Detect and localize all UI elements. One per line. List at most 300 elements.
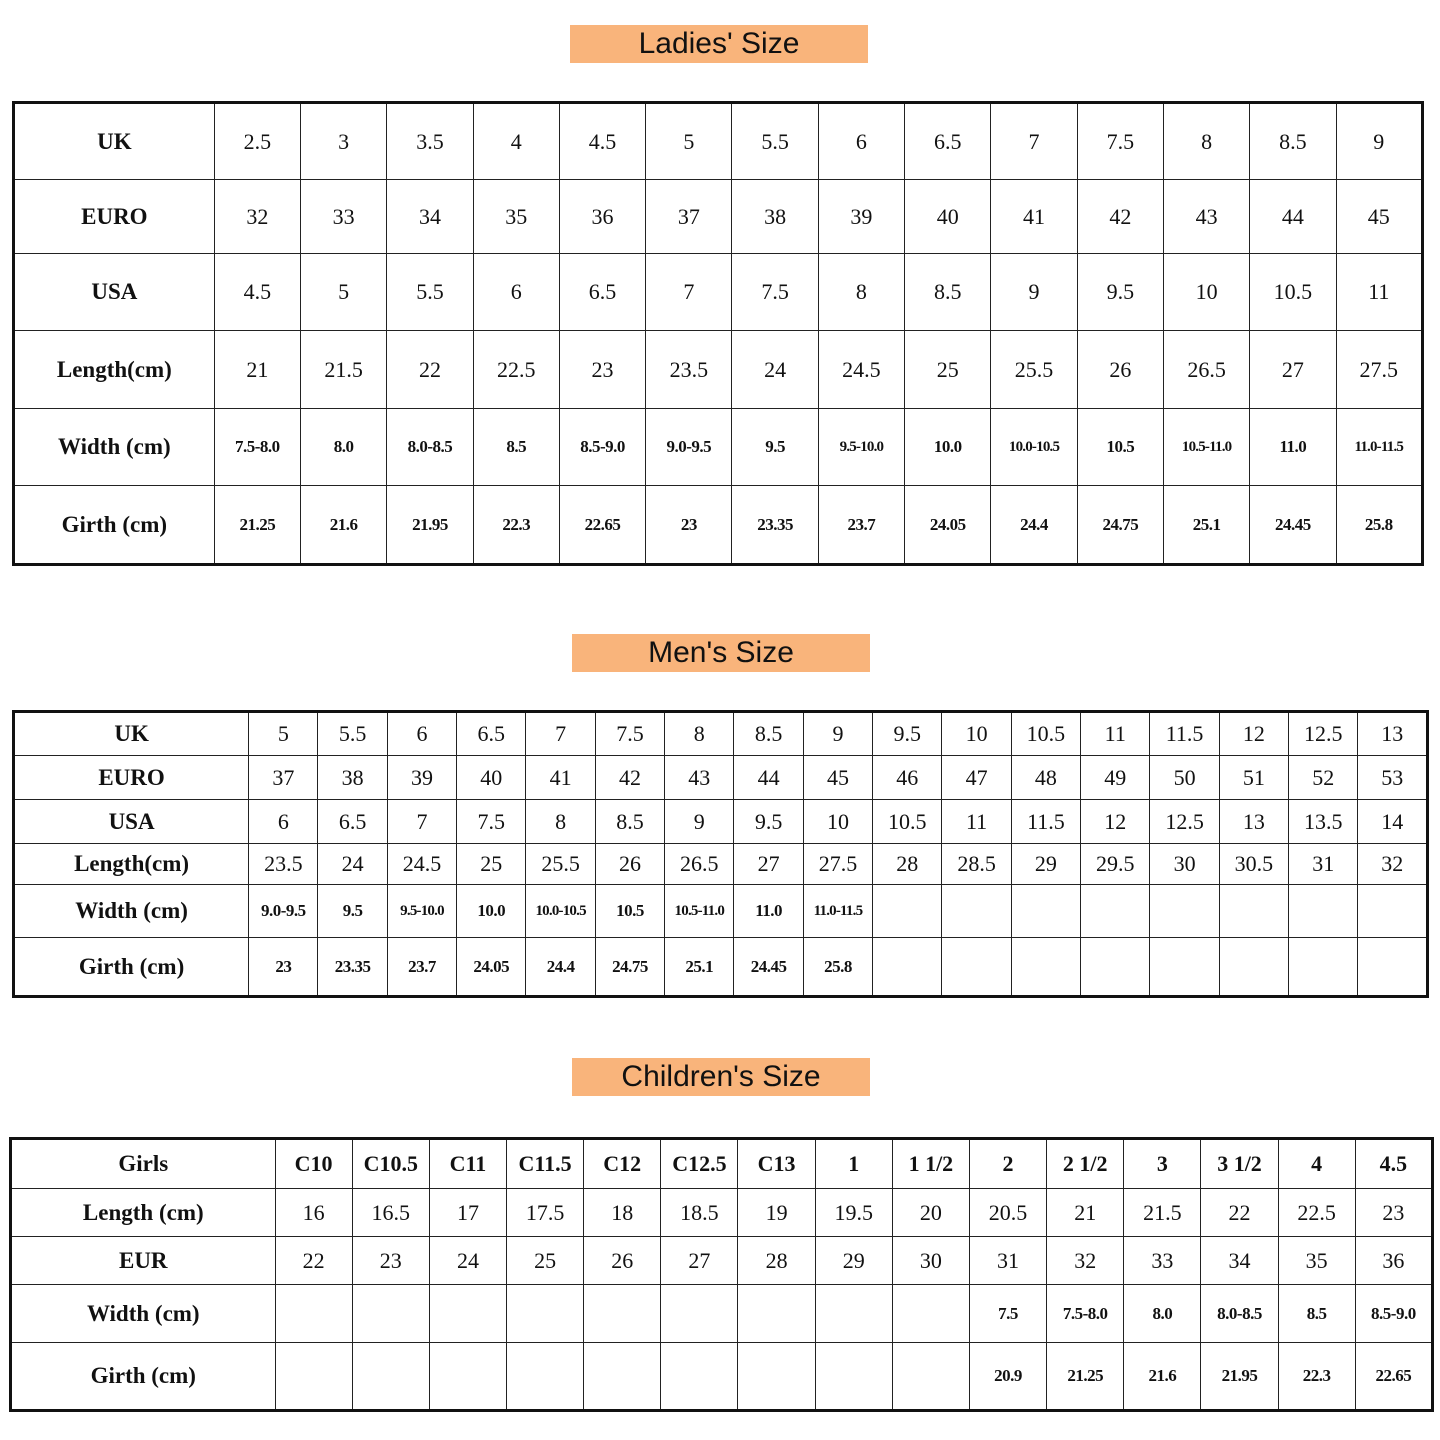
table-cell: 8.5 <box>1278 1285 1355 1343</box>
table-cell: 21.5 <box>301 331 387 409</box>
table-cell <box>661 1343 738 1411</box>
table-cell: 12 <box>1219 712 1288 756</box>
table-cell: 12 <box>1081 800 1150 844</box>
table-cell <box>429 1285 506 1343</box>
table-cell: 1 1/2 <box>892 1139 969 1189</box>
table-cell <box>738 1285 815 1343</box>
table-cell <box>1011 885 1080 938</box>
table-cell: 27.5 <box>1336 331 1422 409</box>
table-cell: 9.5 <box>873 712 942 756</box>
table-cell: 29 <box>1011 844 1080 885</box>
table-cell: 17.5 <box>507 1189 584 1237</box>
table-cell: 8.5 <box>1250 103 1336 180</box>
table-cell: 30.5 <box>1219 844 1288 885</box>
table-cell: 26.5 <box>1163 331 1249 409</box>
table-row <box>14 756 1428 800</box>
table-cell <box>1219 885 1288 938</box>
table-cell: 37 <box>646 180 732 254</box>
table-cell: 3 <box>1124 1139 1201 1189</box>
table-cell: 35 <box>1278 1237 1355 1285</box>
table-cell: 8.5-9.0 <box>559 409 645 486</box>
table-cell: 23.35 <box>318 938 387 997</box>
table-row <box>14 800 1428 844</box>
table-row <box>11 1343 1433 1411</box>
row-header: USA <box>14 800 249 844</box>
table-cell: 24.45 <box>1250 486 1336 565</box>
table-cell: 23.7 <box>818 486 904 565</box>
row-header: Girth (cm) <box>14 938 249 997</box>
table-cell: 7.5 <box>969 1285 1046 1343</box>
table-cell: 10.0 <box>905 409 991 486</box>
table-cell: 8 <box>1163 103 1249 180</box>
table-cell: 6.5 <box>905 103 991 180</box>
row-header: Girls <box>11 1139 276 1189</box>
table-cell: 3 1/2 <box>1201 1139 1278 1189</box>
table-cell: 26 <box>1077 331 1163 409</box>
table-cell: 10.5 <box>873 800 942 844</box>
childrens-size-title: Children's Size <box>572 1058 870 1096</box>
table-cell: 25.5 <box>526 844 595 885</box>
table-cell: 25 <box>507 1237 584 1285</box>
table-row <box>14 844 1428 885</box>
table-cell: 23.5 <box>646 331 732 409</box>
table-cell: 22 <box>275 1237 352 1285</box>
table-cell: 35 <box>473 180 559 254</box>
table-cell: 18 <box>584 1189 661 1237</box>
table-cell: 1 <box>815 1139 892 1189</box>
table-cell <box>815 1285 892 1343</box>
table-cell: 23 <box>1355 1189 1432 1237</box>
table-cell: 22.3 <box>1278 1343 1355 1411</box>
table-cell: C10 <box>275 1139 352 1189</box>
table-row <box>11 1237 1433 1285</box>
table-cell: 21.6 <box>301 486 387 565</box>
table-cell: 45 <box>1336 180 1422 254</box>
table-cell: 29 <box>815 1237 892 1285</box>
table-cell: 9.5-10.0 <box>387 885 456 938</box>
table-cell: 6 <box>249 800 318 844</box>
table-cell: 25 <box>905 331 991 409</box>
row-header: Length(cm) <box>14 331 215 409</box>
table-cell: 28 <box>738 1237 815 1285</box>
table-cell <box>1150 885 1219 938</box>
table-cell: 5.5 <box>732 103 818 180</box>
table-cell: 10.5 <box>595 885 664 938</box>
table-cell: C12.5 <box>661 1139 738 1189</box>
table-cell <box>942 938 1011 997</box>
table-cell: 23 <box>352 1237 429 1285</box>
table-cell: 38 <box>318 756 387 800</box>
table-cell: 4 <box>1278 1139 1355 1189</box>
table-cell: 24 <box>429 1237 506 1285</box>
table-cell: 7.5-8.0 <box>1047 1285 1124 1343</box>
table-cell: 19.5 <box>815 1189 892 1237</box>
table-cell: 21.25 <box>1047 1343 1124 1411</box>
table-cell: 22.65 <box>559 486 645 565</box>
table-cell: 28 <box>873 844 942 885</box>
table-cell: 7.5-8.0 <box>214 409 300 486</box>
table-cell: 6.5 <box>559 254 645 331</box>
table-cell: 22.5 <box>473 331 559 409</box>
table-cell: 6 <box>818 103 904 180</box>
ladies-size-table <box>12 101 1424 566</box>
table-cell: 7 <box>526 712 595 756</box>
row-header: UK <box>14 103 215 180</box>
table-cell: 42 <box>595 756 664 800</box>
table-cell: 6 <box>473 254 559 331</box>
table-cell <box>661 1285 738 1343</box>
table-cell: 5.5 <box>318 712 387 756</box>
table-cell: 3.5 <box>387 103 473 180</box>
table-cell <box>738 1343 815 1411</box>
table-cell: 11 <box>1081 712 1150 756</box>
table-cell: 23 <box>559 331 645 409</box>
table-cell: 6.5 <box>457 712 526 756</box>
row-header: Width (cm) <box>11 1285 276 1343</box>
table-cell: 8.5 <box>473 409 559 486</box>
table-cell <box>1150 938 1219 997</box>
table-cell: 24 <box>318 844 387 885</box>
table-cell: 24.75 <box>1077 486 1163 565</box>
table-cell: 11.0-11.5 <box>1336 409 1422 486</box>
row-header: Girth (cm) <box>14 486 215 565</box>
table-cell: 36 <box>1355 1237 1432 1285</box>
table-cell: 11.0 <box>734 885 803 938</box>
table-cell: 25.8 <box>803 938 872 997</box>
table-cell: 5.5 <box>387 254 473 331</box>
row-header: UK <box>14 712 249 756</box>
table-cell <box>942 885 1011 938</box>
table-cell: 10.5 <box>1250 254 1336 331</box>
table-cell: 34 <box>387 180 473 254</box>
table-cell: 13 <box>1219 800 1288 844</box>
table-cell <box>584 1343 661 1411</box>
table-cell: 5 <box>249 712 318 756</box>
table-cell: 8.0-8.5 <box>1201 1285 1278 1343</box>
table-cell: 9.0-9.5 <box>249 885 318 938</box>
table-cell: 14 <box>1358 800 1428 844</box>
table-cell: 27 <box>734 844 803 885</box>
table-cell <box>1358 938 1428 997</box>
table-cell: 23.35 <box>732 486 818 565</box>
table-row <box>14 712 1428 756</box>
table-cell: 45 <box>803 756 872 800</box>
table-cell: 41 <box>991 180 1077 254</box>
table-cell: 10.5 <box>1077 409 1163 486</box>
table-cell: 49 <box>1081 756 1150 800</box>
table-cell: 51 <box>1219 756 1288 800</box>
table-cell <box>1289 885 1358 938</box>
table-cell <box>873 938 942 997</box>
table-cell: 10.5-11.0 <box>1163 409 1249 486</box>
table-cell: 26.5 <box>665 844 734 885</box>
table-cell: 26 <box>595 844 664 885</box>
table-row <box>14 885 1428 938</box>
table-row <box>11 1139 1433 1189</box>
table-cell <box>1358 885 1428 938</box>
table-cell: 8.5 <box>905 254 991 331</box>
table-cell: 21.95 <box>1201 1343 1278 1411</box>
table-cell: 50 <box>1150 756 1219 800</box>
table-row <box>11 1189 1433 1237</box>
table-cell: 32 <box>1358 844 1428 885</box>
childrens-size-table <box>9 1137 1434 1412</box>
table-cell: 39 <box>818 180 904 254</box>
table-cell: 24.5 <box>818 331 904 409</box>
table-cell: 42 <box>1077 180 1163 254</box>
table-cell: 11.5 <box>1011 800 1080 844</box>
table-cell: 5 <box>646 103 732 180</box>
table-cell: 9 <box>803 712 872 756</box>
table-cell: 12.5 <box>1150 800 1219 844</box>
row-header: EURO <box>14 180 215 254</box>
table-cell: 10.5-11.0 <box>665 885 734 938</box>
table-cell <box>1081 885 1150 938</box>
row-header: Length(cm) <box>14 844 249 885</box>
table-cell: 22.65 <box>1355 1343 1432 1411</box>
mens-size-title: Men's Size <box>572 634 870 672</box>
table-cell: 8 <box>818 254 904 331</box>
row-header: EUR <box>11 1237 276 1285</box>
table-cell: 43 <box>665 756 734 800</box>
table-cell: 7.5 <box>457 800 526 844</box>
table-cell: 9.5 <box>318 885 387 938</box>
table-cell: 10 <box>942 712 1011 756</box>
table-cell: 27 <box>661 1237 738 1285</box>
table-cell: 23.5 <box>249 844 318 885</box>
table-cell: 21.6 <box>1124 1343 1201 1411</box>
table-cell <box>429 1343 506 1411</box>
table-cell: 8.0 <box>301 409 387 486</box>
table-cell: 4.5 <box>559 103 645 180</box>
table-cell: C13 <box>738 1139 815 1189</box>
table-cell <box>1219 938 1288 997</box>
table-cell <box>352 1343 429 1411</box>
table-cell: 10.0-10.5 <box>991 409 1077 486</box>
table-cell: C10.5 <box>352 1139 429 1189</box>
table-cell: 34 <box>1201 1237 1278 1285</box>
table-row <box>14 180 1423 254</box>
table-cell: 36 <box>559 180 645 254</box>
table-cell: 18.5 <box>661 1189 738 1237</box>
table-cell: 23 <box>249 938 318 997</box>
table-cell: 8.5 <box>734 712 803 756</box>
table-cell: 48 <box>1011 756 1080 800</box>
table-cell: 43 <box>1163 180 1249 254</box>
table-row <box>14 331 1423 409</box>
table-cell: 24.75 <box>595 938 664 997</box>
table-cell: C11.5 <box>507 1139 584 1189</box>
table-cell: 53 <box>1358 756 1428 800</box>
table-cell: 25.8 <box>1336 486 1422 565</box>
table-cell: 9.0-9.5 <box>646 409 732 486</box>
table-cell: 4 <box>473 103 559 180</box>
table-cell <box>275 1285 352 1343</box>
table-cell: 23 <box>646 486 732 565</box>
table-cell: 41 <box>526 756 595 800</box>
table-cell: 11.5 <box>1150 712 1219 756</box>
row-header: Width (cm) <box>14 409 215 486</box>
table-cell: 46 <box>873 756 942 800</box>
table-row <box>14 103 1423 180</box>
table-cell: 10.0-10.5 <box>526 885 595 938</box>
table-cell: 10.5 <box>1011 712 1080 756</box>
table-cell <box>815 1343 892 1411</box>
table-cell: 9 <box>1336 103 1422 180</box>
table-cell: 20 <box>892 1189 969 1237</box>
table-cell: 27 <box>1250 331 1336 409</box>
table-cell: 33 <box>1124 1237 1201 1285</box>
table-cell: 21 <box>1047 1189 1124 1237</box>
table-cell: 7.5 <box>1077 103 1163 180</box>
table-cell <box>892 1343 969 1411</box>
table-cell: 26 <box>584 1237 661 1285</box>
table-cell: 24.05 <box>905 486 991 565</box>
table-cell: 5 <box>301 254 387 331</box>
table-cell <box>892 1285 969 1343</box>
table-cell: 13.5 <box>1289 800 1358 844</box>
table-cell: 39 <box>387 756 456 800</box>
table-cell: 22.3 <box>473 486 559 565</box>
table-cell: 19 <box>738 1189 815 1237</box>
table-row <box>14 254 1423 331</box>
table-cell: 7 <box>646 254 732 331</box>
table-cell: 21.5 <box>1124 1189 1201 1237</box>
table-cell: 25 <box>457 844 526 885</box>
table-cell: 32 <box>214 180 300 254</box>
table-cell: 2.5 <box>214 103 300 180</box>
table-cell: 7 <box>387 800 456 844</box>
row-header: EURO <box>14 756 249 800</box>
table-cell: 10 <box>803 800 872 844</box>
table-cell: 11.0-11.5 <box>803 885 872 938</box>
table-cell: 9 <box>665 800 734 844</box>
table-cell <box>507 1343 584 1411</box>
table-cell: 21 <box>214 331 300 409</box>
table-cell: 22 <box>1201 1189 1278 1237</box>
table-cell: 25.1 <box>1163 486 1249 565</box>
table-cell: 37 <box>249 756 318 800</box>
table-cell: 40 <box>457 756 526 800</box>
table-cell: 10.0 <box>457 885 526 938</box>
table-cell: 7.5 <box>595 712 664 756</box>
table-cell: 44 <box>1250 180 1336 254</box>
table-cell: 9.5 <box>1077 254 1163 331</box>
table-cell: 4.5 <box>214 254 300 331</box>
table-cell: 9.5-10.0 <box>818 409 904 486</box>
table-cell <box>507 1285 584 1343</box>
table-cell: 11 <box>1336 254 1422 331</box>
table-cell: 9.5 <box>734 800 803 844</box>
table-cell: C12 <box>584 1139 661 1189</box>
table-cell: 24.05 <box>457 938 526 997</box>
table-cell: 23.7 <box>387 938 456 997</box>
table-cell: 28.5 <box>942 844 1011 885</box>
table-cell: 47 <box>942 756 1011 800</box>
table-cell: 10 <box>1163 254 1249 331</box>
table-cell: 31 <box>969 1237 1046 1285</box>
table-cell: 11 <box>942 800 1011 844</box>
table-cell: 30 <box>1150 844 1219 885</box>
table-cell: 16 <box>275 1189 352 1237</box>
table-cell: 20.9 <box>969 1343 1046 1411</box>
table-cell: 6.5 <box>318 800 387 844</box>
row-header: Width (cm) <box>14 885 249 938</box>
table-row <box>14 409 1423 486</box>
row-header: USA <box>14 254 215 331</box>
table-cell: 6 <box>387 712 456 756</box>
table-cell: 44 <box>734 756 803 800</box>
table-cell: 52 <box>1289 756 1358 800</box>
table-cell: 7 <box>991 103 1077 180</box>
table-cell: 24.45 <box>734 938 803 997</box>
table-cell: 8.5 <box>595 800 664 844</box>
table-cell: 16.5 <box>352 1189 429 1237</box>
table-cell: 8 <box>665 712 734 756</box>
table-cell: 32 <box>1047 1237 1124 1285</box>
table-row <box>14 486 1423 565</box>
table-cell <box>1011 938 1080 997</box>
table-cell: 13 <box>1358 712 1428 756</box>
table-cell: 33 <box>301 180 387 254</box>
table-cell: 25.5 <box>991 331 1077 409</box>
table-cell: 11.0 <box>1250 409 1336 486</box>
row-header: Girth (cm) <box>11 1343 276 1411</box>
table-cell: 24.4 <box>526 938 595 997</box>
table-cell: 3 <box>301 103 387 180</box>
table-cell: C11 <box>429 1139 506 1189</box>
table-cell: 40 <box>905 180 991 254</box>
table-cell: 20.5 <box>969 1189 1046 1237</box>
table-cell: 24 <box>732 331 818 409</box>
table-cell: 4.5 <box>1355 1139 1432 1189</box>
table-cell: 38 <box>732 180 818 254</box>
table-cell: 2 1/2 <box>1047 1139 1124 1189</box>
table-cell: 24.5 <box>387 844 456 885</box>
table-row <box>11 1285 1433 1343</box>
table-cell <box>1289 938 1358 997</box>
table-cell: 2 <box>969 1139 1046 1189</box>
table-cell: 9 <box>991 254 1077 331</box>
table-cell: 25.1 <box>665 938 734 997</box>
table-cell <box>1081 938 1150 997</box>
table-cell: 9.5 <box>732 409 818 486</box>
table-cell: 27.5 <box>803 844 872 885</box>
table-cell <box>873 885 942 938</box>
table-cell <box>584 1285 661 1343</box>
table-cell: 31 <box>1289 844 1358 885</box>
table-cell: 7.5 <box>732 254 818 331</box>
table-cell: 8.0-8.5 <box>387 409 473 486</box>
table-row <box>14 938 1428 997</box>
table-cell: 17 <box>429 1189 506 1237</box>
table-cell: 21.95 <box>387 486 473 565</box>
table-cell: 21.25 <box>214 486 300 565</box>
table-cell: 29.5 <box>1081 844 1150 885</box>
ladies-size-title: Ladies' Size <box>570 25 868 63</box>
row-header: Length (cm) <box>11 1189 276 1237</box>
table-cell: 12.5 <box>1289 712 1358 756</box>
table-cell: 8 <box>526 800 595 844</box>
table-cell <box>275 1343 352 1411</box>
table-cell: 24.4 <box>991 486 1077 565</box>
table-cell <box>352 1285 429 1343</box>
table-cell: 22.5 <box>1278 1189 1355 1237</box>
mens-size-table <box>12 710 1429 998</box>
table-cell: 22 <box>387 331 473 409</box>
table-cell: 8.5-9.0 <box>1355 1285 1432 1343</box>
table-cell: 30 <box>892 1237 969 1285</box>
